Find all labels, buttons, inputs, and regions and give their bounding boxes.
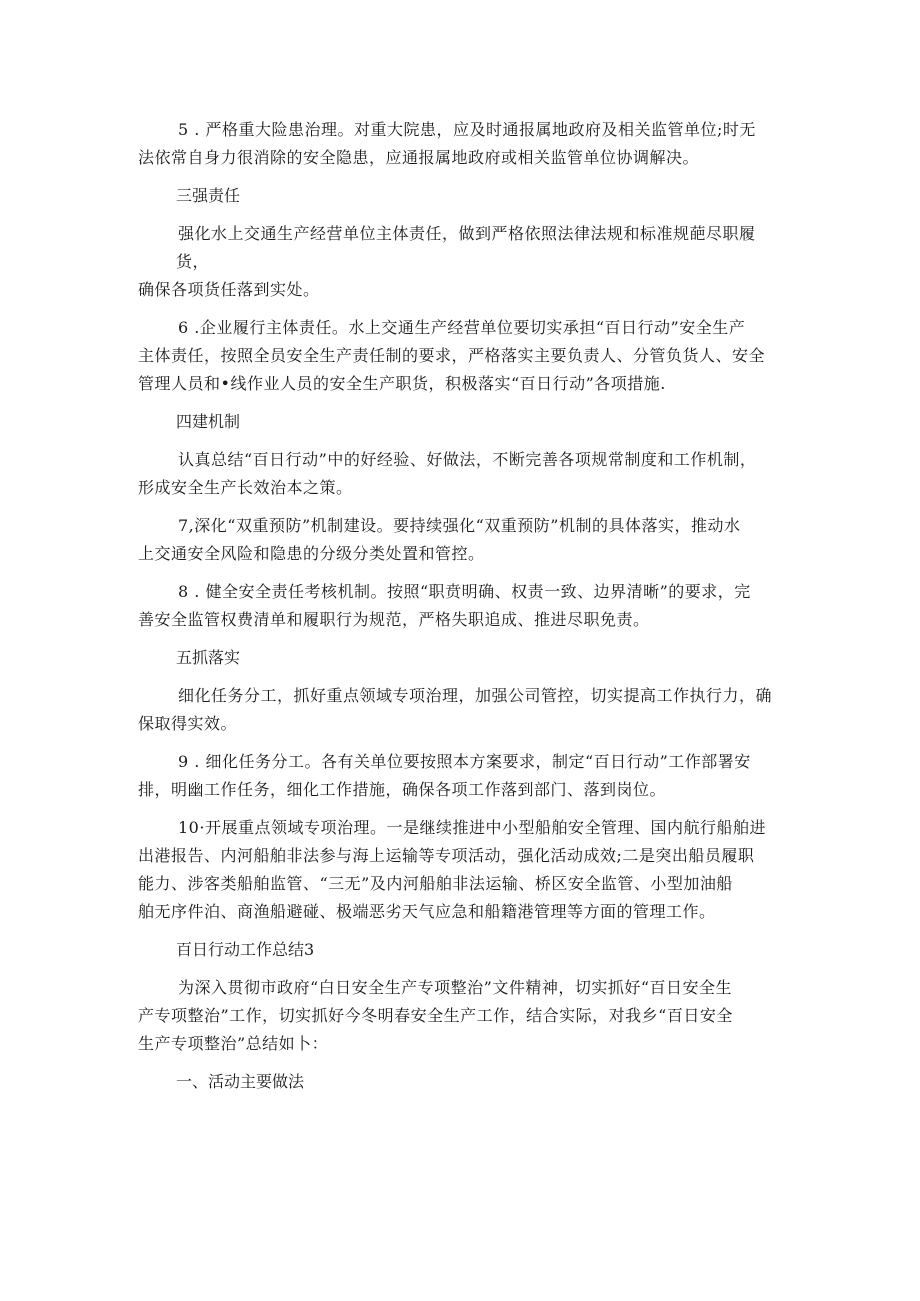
paragraph	[138, 512, 782, 568]
section-heading	[176, 936, 782, 964]
text-line: 形成安全生产长效治本之策。	[138, 478, 353, 497]
text-line: 五抓落实	[176, 648, 241, 667]
text-line: 排，明幽工作任务，细化工作措施，确保各项工作落到部门、落到岗位。	[138, 780, 667, 799]
text-line: 能力、涉客类船舶监管、“三无”及内河船舶非法运输、桥区安全监管、小型加油船	[138, 874, 733, 893]
text-line: 6 .企业履行主体责任。水上交通生产经营单位要切实承担“百日行动”安全生产	[178, 318, 746, 337]
text-line: 法依常自身力很消除的安全隐患，应通报属地政府或相关监管单位协调解决。	[138, 148, 700, 167]
paragraph	[138, 578, 782, 634]
paragraph	[138, 314, 782, 398]
section-heading	[176, 408, 782, 436]
text-line: 认真总结“百日行动”中的好经验、好做法，不断完善各项规常制度和工作机制，	[178, 450, 757, 469]
text-line: 一、活动主要做法	[176, 1072, 305, 1091]
text-line: 生产专项整治”总结如卜：	[138, 1034, 329, 1053]
text-line: 细化任务分工，抓好重点领域专项治理，加强公司管控，切实提高工作执行力，确	[178, 686, 773, 705]
text-line: 上交通安全风险和隐患的分级分类处置和管控。	[138, 544, 485, 563]
text-line: 保取得实效。	[138, 714, 238, 733]
section-heading	[176, 1068, 782, 1096]
paragraph	[138, 446, 782, 502]
text-line: 舶无序件泊、商渔船避碰、极端恶劣天气应急和船籍港管理等方面的管理工作。	[138, 902, 716, 921]
paragraph	[138, 116, 782, 172]
text-line: 产专项整治”工作，切实抓好今冬明春安全生产工作，结合实际，对我乡“百日安全	[138, 1006, 733, 1025]
text-line: 管理人员和•线作业人员的安全生产职货，积极落实“百日行动”各项措施.	[138, 374, 666, 393]
text-line: 百日行动工作总结3	[176, 940, 315, 959]
text-line: 10·开展重点领域专项治理。一是继续推进中小型船舶安全管理、国内航行船舶进	[178, 818, 766, 837]
paragraph	[138, 974, 782, 1058]
text-line: 强化水上交通生产经营单位主体责任，做到严格依照法律法规和标准规葩尽职履货，	[176, 224, 756, 271]
text-line: 8 . 健全安全责任考核机制。按照“职贲明确、权责一致、边界清晰”的要求，完	[178, 582, 751, 601]
text-line: 7,深化“双重预防”机制建设。要持续强化“双重预防”机制的具体落实，推动水	[178, 516, 741, 535]
paragraph	[138, 682, 782, 738]
text-line: 为深入贯彻市政府“白日安全生产专项整治”文件精神，切实抓好“百日安全生	[178, 978, 733, 997]
text-line: 5 . 严格重大险患治理。对重大院患，应及时通报属地政府及相关监管单位;时无	[178, 120, 756, 139]
document-body	[138, 116, 782, 1096]
text-line: 三强责任	[176, 186, 241, 205]
text-line: 9 . 细化任务分工。各有关单位要按照本方案要求，制定“百日行动”工作部署安	[178, 752, 751, 771]
section-heading	[176, 644, 782, 672]
text-line: 善安全监管权费清单和履职行为规范，严格失职追成、推进尽职免责。	[138, 610, 650, 629]
paragraph	[138, 220, 782, 304]
paragraph	[138, 814, 782, 926]
text-line: 四建机制	[176, 412, 241, 431]
text-line: 主体责任，按照全员安全生产责任制的要求，严格落实主要负责人、分管负货人、安全	[138, 346, 766, 365]
section-heading	[176, 182, 782, 210]
paragraph	[138, 748, 782, 804]
text-line: 出港报告、内河船舶非法参与海上运输等专项活动，强化活动成效;二是突出船员履职	[138, 846, 755, 865]
text-line: 确保各项货任落到实处。	[138, 280, 320, 299]
